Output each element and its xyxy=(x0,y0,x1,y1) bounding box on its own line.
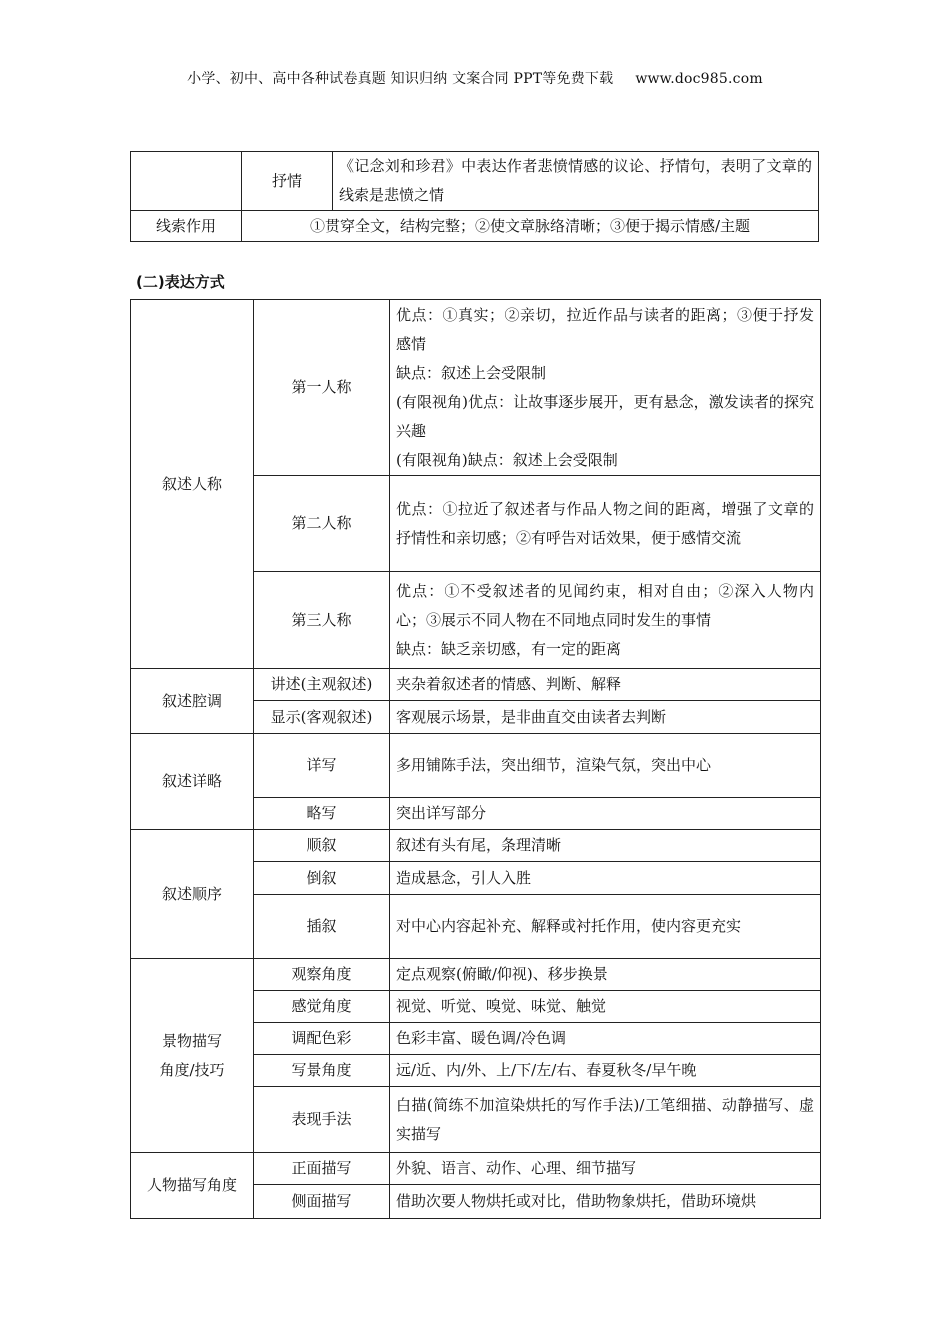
clue-function-content: ①贯穿全文，结构完整；②使文章脉络清晰；③便于揭示情感/主题 xyxy=(242,211,819,242)
scenery-label-line: 角度/技巧 xyxy=(159,1060,225,1079)
desc-line: 优点：①真实；②亲切，拉近作品与读者的距离；③便于抒发感情 xyxy=(396,305,814,353)
scenery-name: 表现手法 xyxy=(254,1087,390,1153)
scenery-desc: 色彩丰富、暖色调/冷色调 xyxy=(390,1023,821,1055)
empty-cell xyxy=(131,152,242,211)
order-desc: 叙述有头有尾，条理清晰 xyxy=(390,830,821,862)
table-row xyxy=(131,152,819,211)
scenery-desc: 远/近、内/外、上/下/左/右、春夏秋冬/早午晚 xyxy=(390,1055,821,1087)
group-label-order: 叙述顺序 xyxy=(131,830,254,959)
desc-line: (有限视角)优点：让故事逐步展开，更有悬念，激发读者的探究兴趣 xyxy=(396,392,814,440)
table-row xyxy=(131,669,821,701)
scenery-name: 写景角度 xyxy=(254,1055,390,1087)
scenery-name: 观察角度 xyxy=(254,959,390,991)
character-desc: 借助次要人物烘托或对比，借助物象烘托，借助环境烘 xyxy=(390,1185,821,1219)
tone-desc: 夹杂着叙述者的情感、判断、解释 xyxy=(390,669,821,701)
group-label-person: 叙述人称 xyxy=(131,300,254,669)
table-row xyxy=(131,211,819,242)
first-person-name: 第一人称 xyxy=(254,300,390,476)
clue-table xyxy=(130,151,819,242)
detail-name: 详写 xyxy=(254,734,390,798)
scenery-desc: 视觉、听觉、嗅觉、味觉、触觉 xyxy=(390,991,821,1023)
first-person-desc xyxy=(390,300,821,476)
scenery-desc: 定点观察(俯瞰/仰视)、移步换景 xyxy=(390,959,821,991)
scenery-label-line: 景物描写 xyxy=(161,1031,222,1050)
page-header xyxy=(0,68,950,88)
detail-name: 略写 xyxy=(254,798,390,830)
desc-line: 优点：①不受叙述者的见闻约束，相对自由；②深入人物内心；③展示不同人物在不同地点同时发生的事情 xyxy=(396,581,814,629)
desc-line: 缺点：缺乏亲切感，有一定的距离 xyxy=(396,639,622,658)
order-name: 顺叙 xyxy=(254,830,390,862)
table-row xyxy=(131,959,821,991)
order-name: 插叙 xyxy=(254,895,390,959)
tone-name: 讲述(主观叙述) xyxy=(254,669,390,701)
table-row xyxy=(131,1153,821,1185)
tone-desc: 客观展示场景，是非曲直交由读者去判断 xyxy=(390,701,821,734)
second-person-desc: 优点：①拉近了叙述者与作品人物之间的距离，增强了文章的抒情性和亲切感；②有呼告对话效果，便于感情交流 xyxy=(390,476,821,572)
table-row xyxy=(131,300,821,476)
scenery-name: 感觉角度 xyxy=(254,991,390,1023)
character-name: 侧面描写 xyxy=(254,1185,390,1219)
detail-desc: 突出详写部分 xyxy=(390,798,821,830)
header-site: www.doc985.com xyxy=(635,71,763,87)
order-desc: 对中心内容起补充、解释或衬托作用，使内容更充实 xyxy=(390,895,821,959)
desc-line: (有限视角)缺点：叙述上会受限制 xyxy=(396,450,618,469)
third-person-desc xyxy=(390,572,821,669)
character-desc: 外貌、语言、动作、心理、细节描写 xyxy=(390,1153,821,1185)
section-title: (二)表达方式 xyxy=(136,273,225,291)
tone-name: 显示(客观叙述) xyxy=(254,701,390,734)
order-desc: 造成悬念，引人入胜 xyxy=(390,862,821,895)
scenery-desc: 白描(简练不加渲染烘托的写作手法)/工笔细描、动静描写、虚实描写 xyxy=(390,1087,821,1153)
table-row xyxy=(131,830,821,862)
desc-line: 缺点：叙述上会受限制 xyxy=(396,363,547,382)
second-person-name: 第二人称 xyxy=(254,476,390,572)
expression-table xyxy=(130,299,821,1219)
character-name: 正面描写 xyxy=(254,1153,390,1185)
group-label-detail: 叙述详略 xyxy=(131,734,254,830)
order-name: 倒叙 xyxy=(254,862,390,895)
header-text: 小学、初中、高中各种试卷真题 知识归纳 文案合同 PPT等免费下载 xyxy=(187,71,614,87)
clue-function-label: 线索作用 xyxy=(131,211,242,242)
clue-example-cell: 《记念刘和珍君》中表达作者悲愤情感的议论、抒情句，表明了文章的线索是悲愤之情 xyxy=(333,152,819,211)
clue-type-cell: 抒情 xyxy=(242,152,333,211)
group-label-scenery xyxy=(131,959,254,1153)
table-row xyxy=(131,734,821,798)
scenery-name: 调配色彩 xyxy=(254,1023,390,1055)
group-label-character: 人物描写角度 xyxy=(131,1153,254,1219)
detail-desc: 多用铺陈手法，突出细节，渲染气氛，突出中心 xyxy=(390,734,821,798)
third-person-name: 第三人称 xyxy=(254,572,390,669)
group-label-tone: 叙述腔调 xyxy=(131,669,254,734)
